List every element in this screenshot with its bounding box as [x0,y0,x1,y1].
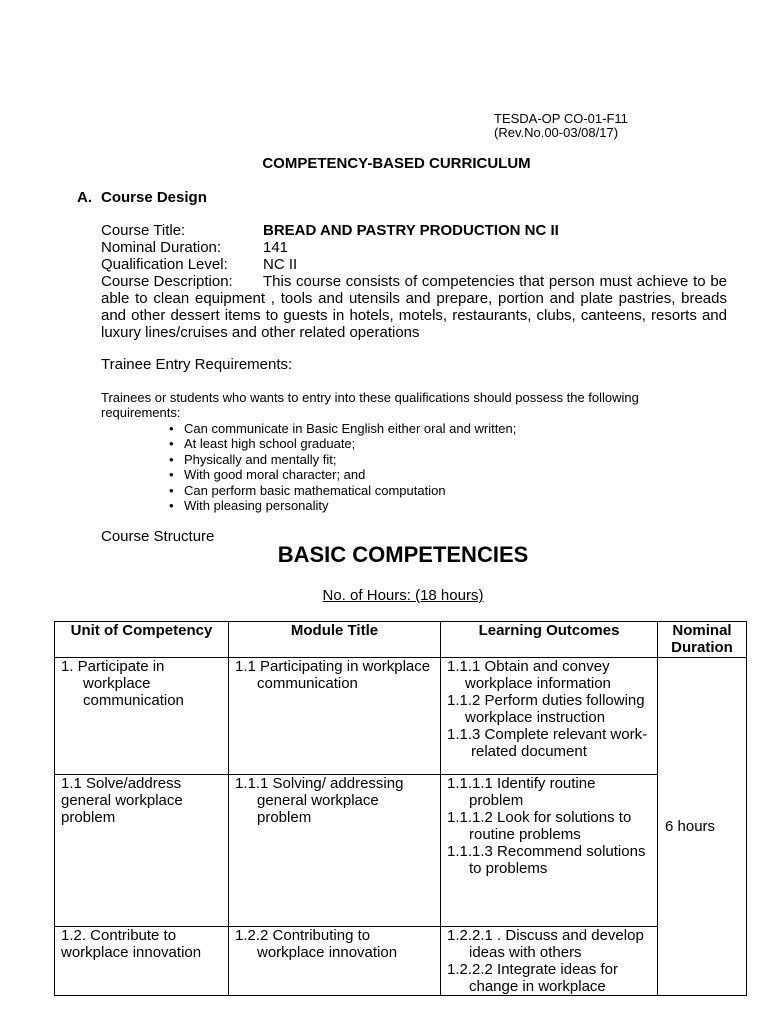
list-item: • Can perform basic mathematical computation [169,482,446,498]
section-heading [77,189,207,206]
entry-requirements-intro: Trainees or students who wants to entry into these qualifications should possess the following requirements: [101,390,639,420]
module-cell: 1.1.1 Solving/ addressing general workplace problem [229,775,441,927]
outcomes-cell: 1.1.1 Obtain and convey workplace information 1.1.2 Perform duties following workplace instruction 1.1.3 Complete relevant work-related document [441,658,658,775]
table-row [55,658,747,775]
requirements-list [168,421,516,513]
outcomes-cell: 1.2.2.1 . Discuss and develop ideas with others 1.2.2.2 Integrate ideas for change in workplace [441,927,658,996]
header-outcomes: Learning Outcomes [441,622,658,658]
qualification-level-label: Qualification Level: [101,256,228,273]
section-letter: A. [77,189,92,206]
section-title: Course Design [101,189,207,206]
list-item: • At least high school graduate; [169,436,356,452]
course-description-label: Course Description: [101,273,233,290]
table-row [55,927,747,996]
entry-requirements-heading: Trainee Entry Requirements: [101,356,293,373]
bullet-icon: • [169,498,174,514]
bullet-icon: • [169,436,174,452]
bullet-icon: • [169,451,174,467]
module-cell: 1.2.2 Contributing to workplace innovation [229,927,441,996]
document-code: TESDA-OP CO-01-F11 [494,111,628,126]
header-unit: Unit of Competency [55,622,229,658]
nominal-duration-row [101,239,288,256]
table-header-row [55,622,747,658]
list-item: • With pleasing personality [169,498,329,514]
module-cell: 1.1 Participating in workplace communication [229,658,441,775]
list-item: • Physically and mentally fit; [169,451,337,467]
course-title-value: BREAD AND PASTRY PRODUCTION NC II [263,222,559,239]
course-description-value: This course consists of competencies that person must achieve to be able to clean equipment , tools and utensils and prepare, portion and plate pastries, breads and other dessert items to guests in hotels, motels, restaurants, clubs, canteens, resorts and luxury lines/cruises and other related operations [101,273,727,341]
header-module: Module Title [229,622,441,658]
course-title-label: Course Title: [101,222,186,239]
bullet-icon: • [169,467,174,483]
competency-table [54,621,747,996]
qualification-level-row [101,256,297,273]
document-reference [494,112,628,140]
course-title-row [101,222,559,239]
course-structure-heading: Course Structure [101,528,215,545]
unit-cell: 1. Participate in workplace communication [55,658,229,775]
basic-competencies-title: BASIC COMPETENCIES [277,542,529,567]
hours-label: No. of Hours: (18 hours) [322,587,484,604]
bullet-icon: • [169,421,174,436]
duration-cell: 6 hours [658,658,747,996]
outcomes-cell: 1.1.1.1 Identify routine problem 1.1.1.2 Look for solutions to routine problems 1.1.1.3 Recommend solutions to problems [441,775,658,927]
list-item: • With good moral character; and [169,467,366,483]
list-item: • Can communicate in Basic English either oral and written; [169,421,517,436]
bullet-icon: • [169,482,174,498]
nominal-duration-value: 141 [263,239,289,256]
nominal-duration-label: Nominal Duration: [101,239,222,256]
curriculum-title: COMPETENCY-BASED CURRICULUM [262,155,531,172]
course-description [101,273,727,341]
table-row [55,775,747,927]
qualification-level-value: NC II [263,256,298,273]
header-duration: Nominal Duration [658,622,747,658]
unit-cell: 1.1 Solve/address general workplace problem [55,775,229,927]
unit-cell: 1.2. Contribute to workplace innovation [55,927,229,996]
document-revision: (Rev.No.00-03/08/17) [494,125,619,140]
